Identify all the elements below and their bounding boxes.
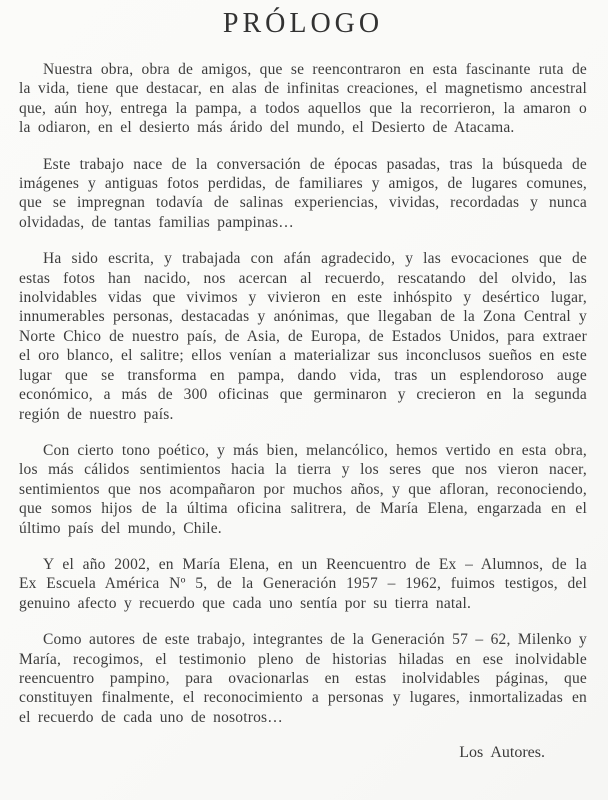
page-title: PRÓLOGO — [222, 8, 384, 39]
paragraph-4: Con cierto tono poético, y más bien, melancólico, hemos vertido en esta obra, los más cálidos sentimientos hacia la tierra y los seres que nos vieron nacer, sentimientos que nos acompañaron por muchos años, y que afloran, reconociendo, que somos hijos de la última oficina salitrera, de María Elena, engarzada en el último país del mundo, Chile. — [19, 441, 587, 537]
paragraph-2: Este trabajo nace de la conversación de épocas pasadas, tras la búsqueda de imágenes y antiguas fotos perdidas, de familiares y amigos, de lugares comunes, que se impregnan todavía de salinas experiencias, vividas, recordadas y nunca olvidadas, de tantas familias pampinas… — [19, 155, 587, 231]
paragraph-3: Ha sido escrita, y trabajada con afán agradecido, y las evocaciones que de estas fotos han nacido, nos acercan al recuerdo, rescatando del olvido, las inolvidables vidas que vivimos y vivieron en este inhóspito y desértico lugar, innumerables personas, destacadas y anónimas, que llegaban de la Zona Central y Norte Chico de nuestro país, de Asia, de Europa, de Estados Unidos, para extraer el oro blanco, el salitre; ellos venían a materializar sus inconclusos sueños en este lugar que se transforma en pampa, dando vida, tras un esplendoroso auge económico, a más de 300 oficinas que germinaron y crecieron en la segunda región de nuestro país. — [19, 250, 587, 423]
signature-los-autores: Los Autores. — [459, 744, 545, 762]
paragraph-5: Y el año 2002, en María Elena, en un Reencuentro de Ex – Alumnos, de la Ex Escuela América Nº 5, de la Generación 1957 – 1962, fuimos testigos, del genuino afecto y recuerdo que cada uno sentía por su tierra natal. — [19, 555, 587, 612]
paragraph-6: Como autores de este trabajo, integrantes de la Generación 57 – 62, Milenko y María, recogimos, el testimonio pleno de historias hiladas en ese inolvidable reencuentro pampino, para ovacionarlas en estas inolvidables páginas, que constituyen finalmente, el reconocimiento a personas y lugares, inmortalizadas en el recuerdo de cada uno de nosotros… — [19, 631, 587, 726]
paragraph-1: Nuestra obra, obra de amigos, que se reencontraron en esta fascinante ruta de la vida, tiene que destacar, en alas de infinitas creaciones, el magnetismo ancestral que, aún hoy, entrega la pampa, a todos aquellos que la recorrieron, la amaron o la odiaron, en el desierto más árido del mundo, el Desierto de Atacama. — [19, 61, 587, 137]
